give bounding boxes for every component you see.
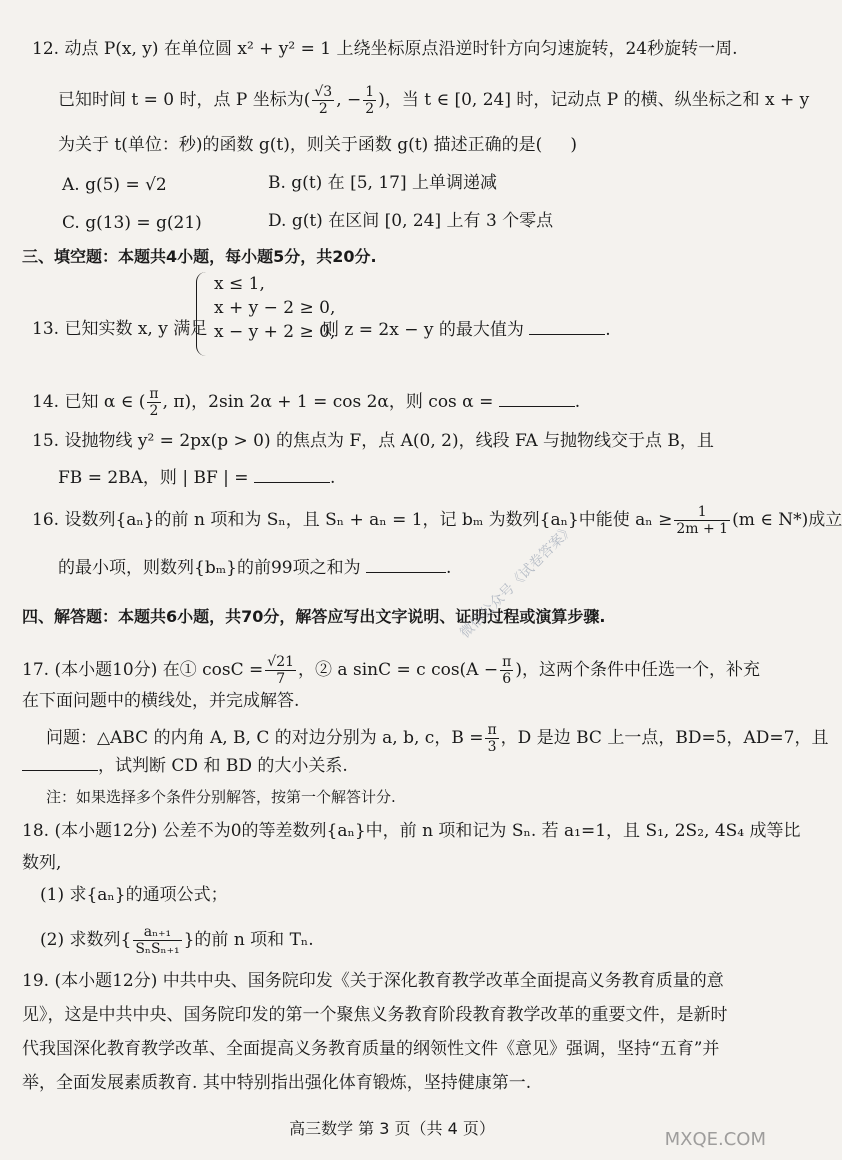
q16-line2 <box>58 556 451 579</box>
q13-constraint-1: x ≤ 1, <box>214 274 265 294</box>
q18-part2 <box>40 924 314 957</box>
q14-frac-num: π <box>149 386 159 402</box>
q12-frac2-den: 2 <box>365 101 375 117</box>
q12-frac1-num: √3 <box>314 84 333 100</box>
q12-line2-a: 已知时间 t = 0 时，点 P 坐标为( <box>58 90 311 110</box>
q19-line2: 见》，这是中共中央、国务院印发的第一个聚焦义务教育阶段教育教学改革的重要文件，是新时 <box>22 1005 728 1025</box>
q14-pre: 14. 已知 α ∈ ( <box>32 392 146 412</box>
watermark-text: 微信公众号《试卷答案》 <box>457 521 578 642</box>
q12-frac1 <box>312 84 334 117</box>
q17-frac2 <box>500 654 513 687</box>
q18-part1: (1) 求{aₙ}的通项公式； <box>40 885 228 905</box>
q17-line4-text: ，试判断 CD 和 BD 的大小关系. <box>98 756 348 776</box>
q18-part2-frac <box>133 924 181 957</box>
q17-line3 <box>46 722 828 755</box>
q13-constraint-2: x + y − 2 ≥ 0, <box>214 298 336 318</box>
q12-line3-end: ) <box>570 135 577 155</box>
q13-constraint-system <box>204 272 335 344</box>
q12-option-c: C. g(13) = g(21) <box>62 213 202 233</box>
q17-line3-pre: 问题：△ABC 的内角 A, B, C 的对边分别为 a, b, c，B = <box>46 728 484 748</box>
page-footer: 高三数学 第 3 页（共 4 页） <box>289 1119 495 1138</box>
q17-pre: 17. (本小题10分) 在① cosC = <box>22 660 264 680</box>
q17-line3-frac-den: 3 <box>487 739 497 755</box>
section-3-heading: 三、填空题：本题共4小题，每小题5分，共20分. <box>22 247 377 266</box>
q19-line3: 代我国深化教育教学改革、全面提高义务教育质量的纲领性文件《意见》强调，坚持“五育”并 <box>22 1039 720 1059</box>
q17-frac1-den: 7 <box>276 671 286 687</box>
q12-option-a: A. g(5) = √2 <box>62 175 167 195</box>
q12-option-d: D. g(t) 在区间 [0, 24] 上有 3 个零点 <box>268 211 554 231</box>
q12-frac1-den: 2 <box>318 101 328 117</box>
q14-answer-blank[interactable] <box>499 390 575 407</box>
q17-frac2-num: π <box>502 654 512 670</box>
q19-line1: 19. (本小题12分) 中共中央、国务院印发《关于深化教育教学改革全面提高义务教育质量的意 <box>22 971 724 991</box>
q15-end: . <box>329 468 336 488</box>
q16-post: (m ∈ N*)成立 <box>732 510 842 530</box>
q18-line2: 数列, <box>22 853 62 873</box>
q18-part2-frac-num: aₙ₊₁ <box>133 924 181 941</box>
q17-frac1 <box>265 654 296 687</box>
q12-line2-mid: , − <box>336 90 362 110</box>
q13-constraint-3: x − y + 2 ≥ 0, <box>214 322 336 342</box>
q14-frac <box>147 386 160 419</box>
q12-line3 <box>58 134 577 156</box>
q12-option-b: B. g(t) 在 [5, 17] 上单调递减 <box>268 173 498 193</box>
q15-answer-blank[interactable] <box>254 466 330 483</box>
q17-line3-frac-num: π <box>487 722 497 738</box>
q16-pre: 16. 设数列{aₙ}的前 n 项和为 Sₙ，且 Sₙ + aₙ = 1，记 bₘ 为数列{aₙ}中能使 aₙ ≥ <box>32 510 673 530</box>
q14-post: , π)，2sin 2α + 1 = cos 2α，则 cos α = <box>162 392 494 412</box>
q12-frac2-num: 1 <box>365 84 375 100</box>
q17-condition-blank[interactable] <box>22 754 98 771</box>
q17-post: )，这两个条件中任选一个，补充 <box>515 660 760 680</box>
q12-frac2 <box>363 84 376 117</box>
section-4-heading: 四、解答题：本题共6小题，共70分，解答应写出文字说明、证明过程或演算步骤. <box>22 607 606 626</box>
watermark-logo-text: MXQE.COM <box>664 1129 766 1150</box>
q19-line4: 举，全面发展素质教育. 其中特别指出强化体育锻炼，坚持健康第一. <box>22 1073 532 1093</box>
q14-end: . <box>574 392 581 412</box>
q15-line1: 15. 设抛物线 y² = 2px(p > 0) 的焦点为 F，点 A(0, 2)，线段 FA 与抛物线交于点 B，且 <box>32 431 714 451</box>
q17-line4 <box>22 754 348 777</box>
q15-line2-text: FB = 2BA，则 | BF | = <box>58 468 249 488</box>
q13-pre: 13. 已知实数 x, y 满足 <box>32 319 208 339</box>
q14-frac-den: 2 <box>149 403 159 419</box>
q16-end: . <box>445 558 452 578</box>
q12-line3-text: 为关于 t(单位：秒)的函数 g(t)，则关于函数 g(t) 描述正确的是( <box>58 135 543 155</box>
q18-part2-post: }的前 n 项和 Tₙ. <box>183 930 314 950</box>
q18-line1: 18. (本小题12分) 公差不为0的等差数列{aₙ}中，前 n 项和记为 Sₙ. 若 a₁=1，且 S₁, 2S₂, 4S₄ 成等比 <box>22 821 801 841</box>
q13-post-text: 则 z = 2x − y 的最大值为 <box>322 320 524 340</box>
q12-line2-b: )，当 t ∈ [0, 24] 时，记动点 P 的横、纵坐标之和 x + y <box>378 90 810 110</box>
q16-answer-blank[interactable] <box>366 556 446 573</box>
q16-frac-den: 2m + 1 <box>676 521 729 537</box>
q13-end: . <box>605 320 611 340</box>
q15-line2 <box>58 466 335 489</box>
q17-line3-post: ，D 是边 BC 上一点，BD=5，AD=7，且 <box>500 728 829 748</box>
q16-line1 <box>32 504 842 537</box>
q17-mid: ，② a sinC = c cos(A − <box>298 660 499 680</box>
q13-post <box>322 318 611 341</box>
q13-answer-blank[interactable] <box>529 318 605 335</box>
q18-part2-frac-den: SₙSₙ₊₁ <box>135 941 180 957</box>
q17-line2: 在下面问题中的横线处，并完成解答. <box>22 691 300 711</box>
q12-line2 <box>58 84 809 117</box>
q17-frac2-den: 6 <box>502 671 512 687</box>
q17-line3-frac <box>485 722 498 755</box>
q18-part2-pre: (2) 求数列{ <box>40 930 132 950</box>
q17-line1 <box>22 654 760 687</box>
q17-note: 注：如果选择多个条件分别解答，按第一个解答计分. <box>46 788 396 806</box>
q16-frac-num: 1 <box>674 504 730 521</box>
q17-frac1-num: √21 <box>267 654 295 670</box>
q14-line <box>32 386 580 419</box>
q16-frac <box>674 504 730 537</box>
q12-line1: 12. 动点 P(x, y) 在单位圆 x² + y² = 1 上绕坐标原点沿逆时针方向匀速旋转，24秒旋转一周. <box>32 39 738 59</box>
q16-line2-text: 的最小项，则数列{bₘ}的前99项之和为 <box>58 558 361 578</box>
